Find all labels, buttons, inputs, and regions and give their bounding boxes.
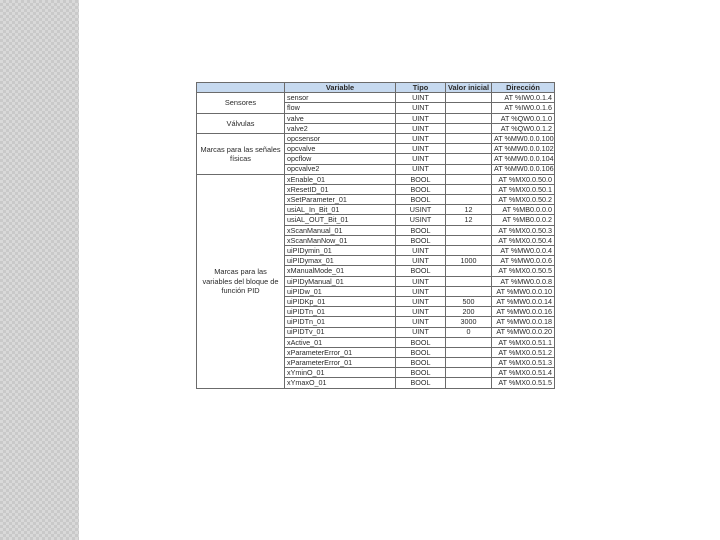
cell-valor-inicial — [446, 225, 492, 235]
cell-valor-inicial: 500 — [446, 296, 492, 306]
group-label: Marcas para las variables del bloque de función PID — [197, 174, 285, 388]
cell-direccion: AT %MW0.0.0.20 — [492, 327, 555, 337]
cell-variable: opcflow — [285, 154, 396, 164]
table-row — [197, 133, 555, 143]
cell-direccion: AT %MX0.0.50.4 — [492, 235, 555, 245]
cell-direccion: AT %MW0.0.0.106 — [492, 164, 555, 174]
cell-tipo: UINT — [396, 317, 446, 327]
cell-direccion: AT %MW0.0.0.6 — [492, 256, 555, 266]
table-body — [197, 93, 555, 388]
cell-variable: xEnable_01 — [285, 174, 396, 184]
cell-valor-inicial: 12 — [446, 215, 492, 225]
cell-tipo: USINT — [396, 205, 446, 215]
cell-direccion: AT %IW0.0.1.6 — [492, 103, 555, 113]
cell-variable: xYmaxO_01 — [285, 378, 396, 388]
cell-tipo: UINT — [396, 286, 446, 296]
cell-direccion: AT %MB0.0.0.0 — [492, 205, 555, 215]
cell-valor-inicial — [446, 174, 492, 184]
group-label: Sensores — [197, 93, 285, 113]
cell-variable: xScanManNow_01 — [285, 235, 396, 245]
cell-direccion: AT %MX0.0.50.2 — [492, 195, 555, 205]
group-label: Válvulas — [197, 113, 285, 133]
cell-direccion: AT %IW0.0.1.4 — [492, 93, 555, 103]
cell-tipo: UINT — [396, 103, 446, 113]
cell-direccion: AT %MW0.0.0.10 — [492, 286, 555, 296]
cell-direccion: AT %MX0.0.51.5 — [492, 378, 555, 388]
header-variable: Variable — [285, 83, 396, 93]
cell-direccion: AT %MW0.0.0.4 — [492, 246, 555, 256]
header-valor-inicial: Valor inicial — [446, 83, 492, 93]
cell-tipo: BOOL — [396, 195, 446, 205]
cell-valor-inicial — [446, 276, 492, 286]
table-header-row — [197, 83, 555, 93]
cell-variable: xResetID_01 — [285, 184, 396, 194]
cell-variable: xYminO_01 — [285, 368, 396, 378]
cell-valor-inicial — [446, 113, 492, 123]
cell-variable: uiPIDTv_01 — [285, 327, 396, 337]
variable-table — [196, 82, 555, 389]
cell-variable: uiPIDTn_01 — [285, 307, 396, 317]
cell-valor-inicial — [446, 164, 492, 174]
cell-direccion: AT %MX0.0.50.0 — [492, 174, 555, 184]
cell-valor-inicial — [446, 184, 492, 194]
cell-tipo: UINT — [396, 246, 446, 256]
cell-valor-inicial — [446, 103, 492, 113]
cell-tipo: USINT — [396, 215, 446, 225]
cell-direccion: AT %MX0.0.50.3 — [492, 225, 555, 235]
cell-direccion: AT %MX0.0.50.5 — [492, 266, 555, 276]
cell-tipo: UINT — [396, 296, 446, 306]
cell-tipo: BOOL — [396, 368, 446, 378]
cell-tipo: UINT — [396, 307, 446, 317]
cell-tipo: BOOL — [396, 337, 446, 347]
cell-valor-inicial — [446, 347, 492, 357]
cell-valor-inicial — [446, 154, 492, 164]
cell-valor-inicial: 0 — [446, 327, 492, 337]
cell-variable: xParameterError_01 — [285, 358, 396, 368]
cell-valor-inicial — [446, 235, 492, 245]
table-row — [197, 113, 555, 123]
cell-variable: xScanManual_01 — [285, 225, 396, 235]
cell-direccion: AT %MW0.0.0.18 — [492, 317, 555, 327]
cell-tipo: UINT — [396, 113, 446, 123]
cell-valor-inicial — [446, 93, 492, 103]
cell-variable: uiPIDKp_01 — [285, 296, 396, 306]
cell-tipo: BOOL — [396, 235, 446, 245]
cell-tipo: UINT — [396, 144, 446, 154]
cell-tipo: BOOL — [396, 174, 446, 184]
cell-valor-inicial — [446, 337, 492, 347]
cell-direccion: AT %QW0.0.1.2 — [492, 123, 555, 133]
cell-tipo: UINT — [396, 276, 446, 286]
header-group — [197, 83, 285, 93]
cell-tipo: BOOL — [396, 358, 446, 368]
cell-tipo: BOOL — [396, 184, 446, 194]
cell-direccion: AT %MW0.0.0.8 — [492, 276, 555, 286]
cell-direccion: AT %QW0.0.1.0 — [492, 113, 555, 123]
header-tipo: Tipo — [396, 83, 446, 93]
cell-tipo: UINT — [396, 133, 446, 143]
cell-variable: xSetParameter_01 — [285, 195, 396, 205]
cell-direccion: AT %MX0.0.50.1 — [492, 184, 555, 194]
cell-tipo: UINT — [396, 123, 446, 133]
cell-valor-inicial: 3000 — [446, 317, 492, 327]
cell-variable: uiPIDw_01 — [285, 286, 396, 296]
cell-valor-inicial — [446, 368, 492, 378]
cell-direccion: AT %MW0.0.0.102 — [492, 144, 555, 154]
cell-direccion: AT %MB0.0.0.2 — [492, 215, 555, 225]
cell-variable: valve — [285, 113, 396, 123]
cell-tipo: BOOL — [396, 266, 446, 276]
cell-variable: valve2 — [285, 123, 396, 133]
cell-valor-inicial — [446, 266, 492, 276]
cell-variable: uiPIDyManual_01 — [285, 276, 396, 286]
header-direccion: Dirección — [492, 83, 555, 93]
cell-direccion: AT %MW0.0.0.100 — [492, 133, 555, 143]
cell-valor-inicial — [446, 358, 492, 368]
table-row — [197, 93, 555, 103]
cell-valor-inicial — [446, 123, 492, 133]
cell-valor-inicial — [446, 378, 492, 388]
cell-valor-inicial: 12 — [446, 205, 492, 215]
cell-tipo: BOOL — [396, 225, 446, 235]
cell-tipo: UINT — [396, 93, 446, 103]
cell-valor-inicial — [446, 246, 492, 256]
cell-variable: sensor — [285, 93, 396, 103]
cell-variable: uiPIDymax_01 — [285, 256, 396, 266]
cell-variable: xManualMode_01 — [285, 266, 396, 276]
cell-variable: opcsensor — [285, 133, 396, 143]
cell-variable: opcvalve2 — [285, 164, 396, 174]
cell-valor-inicial: 200 — [446, 307, 492, 317]
cell-direccion: AT %MW0.0.0.14 — [492, 296, 555, 306]
cell-valor-inicial: 1000 — [446, 256, 492, 266]
cell-tipo: UINT — [396, 154, 446, 164]
table-row — [197, 174, 555, 184]
cell-variable: usiAL_OUT_Bit_01 — [285, 215, 396, 225]
cell-direccion: AT %MW0.0.0.16 — [492, 307, 555, 317]
cell-valor-inicial — [446, 195, 492, 205]
cell-variable: uiPIDTn_01 — [285, 317, 396, 327]
cell-tipo: UINT — [396, 327, 446, 337]
cell-variable: flow — [285, 103, 396, 113]
cell-tipo: BOOL — [396, 378, 446, 388]
cell-variable: uiPIDymin_01 — [285, 246, 396, 256]
cell-valor-inicial — [446, 286, 492, 296]
cell-tipo: UINT — [396, 164, 446, 174]
cell-direccion: AT %MW0.0.0.104 — [492, 154, 555, 164]
cell-tipo: BOOL — [396, 347, 446, 357]
variable-table-container — [196, 82, 554, 432]
decorative-side-pattern — [0, 0, 79, 540]
cell-tipo: UINT — [396, 256, 446, 266]
group-label: Marcas para las señales físicas — [197, 133, 285, 174]
cell-direccion: AT %MX0.0.51.3 — [492, 358, 555, 368]
cell-direccion: AT %MX0.0.51.4 — [492, 368, 555, 378]
cell-variable: usiAL_In_Bit_01 — [285, 205, 396, 215]
cell-variable: opcvalve — [285, 144, 396, 154]
cell-variable: xParameterError_01 — [285, 347, 396, 357]
cell-valor-inicial — [446, 133, 492, 143]
cell-variable: xActive_01 — [285, 337, 396, 347]
cell-valor-inicial — [446, 144, 492, 154]
cell-direccion: AT %MX0.0.51.2 — [492, 347, 555, 357]
cell-direccion: AT %MX0.0.51.1 — [492, 337, 555, 347]
